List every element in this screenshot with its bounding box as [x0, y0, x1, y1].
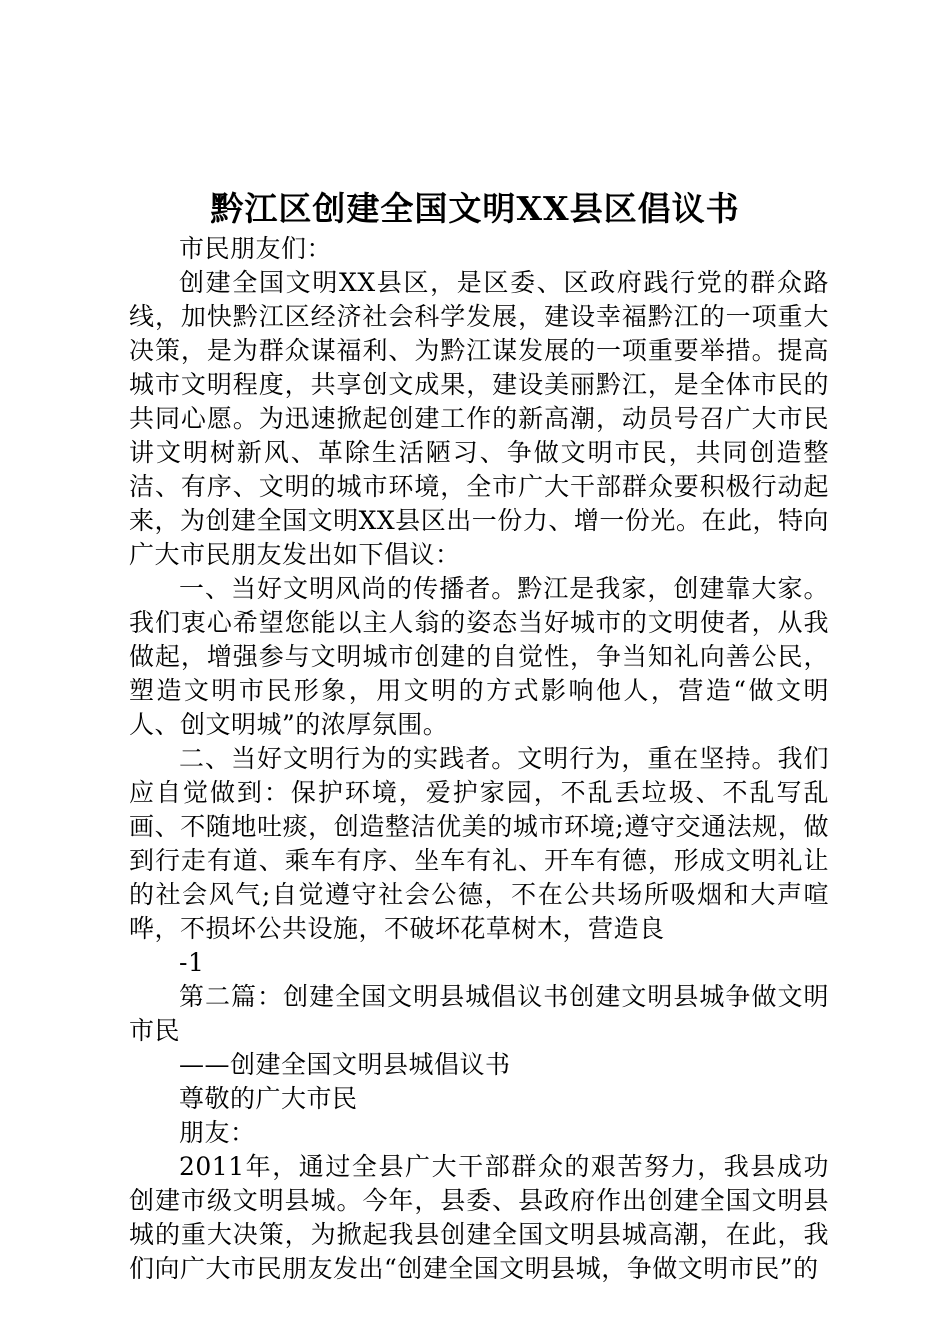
paragraph-salutation: 市民朋友们： [179, 234, 333, 263]
paragraph-second-salutation-1: 尊敬的广大市民 [179, 1084, 358, 1113]
paragraph-proposal-2: 二、当好文明行为的实践者。文明行为，重在坚持。我们应自觉做到：保护环境，爱护家园，不乱丢垃圾、不乱写乱画、不随地吐痰，创造整洁优美的城市环境;遵守交通法规，做到行走有道、乘车有序、坐车有礼、开车有德，形成文明礼让的社会风气;自觉遵守社会公德，不在公共场所吸烟和大声喧哗，不损坏公共设施，不破坏花草树木，营造良 [129, 744, 829, 943]
paragraph-second-title: 第二篇：创建全国文明县城倡议书创建文明县城争做文明市民 [129, 982, 829, 1045]
paragraph-proposal-1: 一、当好文明风尚的传播者。黔江是我家，创建靠大家。我们衷心希望您能以主人翁的姿态当好城市的文明使者，从我做起，增强参与文明城市创建的自觉性，争当知礼向善公民，塑造文明市民形象，用文明的方式影响他人，营造“做文明人、创文明城”的浓厚氛围。 [129, 574, 829, 739]
page-marker: -1 [179, 948, 205, 977]
paragraph-second-salutation-2: 朋友： [179, 1118, 256, 1147]
document-title: 黔江区创建全国文明XX县区倡议书 [210, 189, 740, 228]
paragraph-second-subtitle: ——创建全国文明县城倡议书 [179, 1050, 511, 1079]
paragraph-intro: 创建全国文明XX县区，是区委、区政府践行党的群众路线，加快黔江区经济社会科学发展，建设幸福黔江的一项重大决策，是为群众谋福利、为黔江谋发展的一项重要举措。提高城市文明程度，共享创文成果，建设美丽黔江，是全体市民的共同心愿。为迅速掀起创建工作的新高潮，动员号召广大市民讲文明树新风、革除生活陋习、争做文明市民，共同创造整洁、有序、文明的城市环境，全市广大干部群众要积极行动起来，为创建全国文明XX县区出一份力、增一份光。在此，特向广大市民朋友发出如下倡议： [129, 268, 829, 569]
document-body [129, 232, 829, 1286]
paragraph-second-body: 2011年，通过全县广大干部群众的艰苦努力，我县成功创建市级文明县城。今年，县委、县政府作出创建全国文明县城的重大决策，为掀起我县创建全国文明县城高潮，在此，我们向广大市民朋友发出“创建全国文明县城，争做文明市民”的 [129, 1152, 829, 1283]
